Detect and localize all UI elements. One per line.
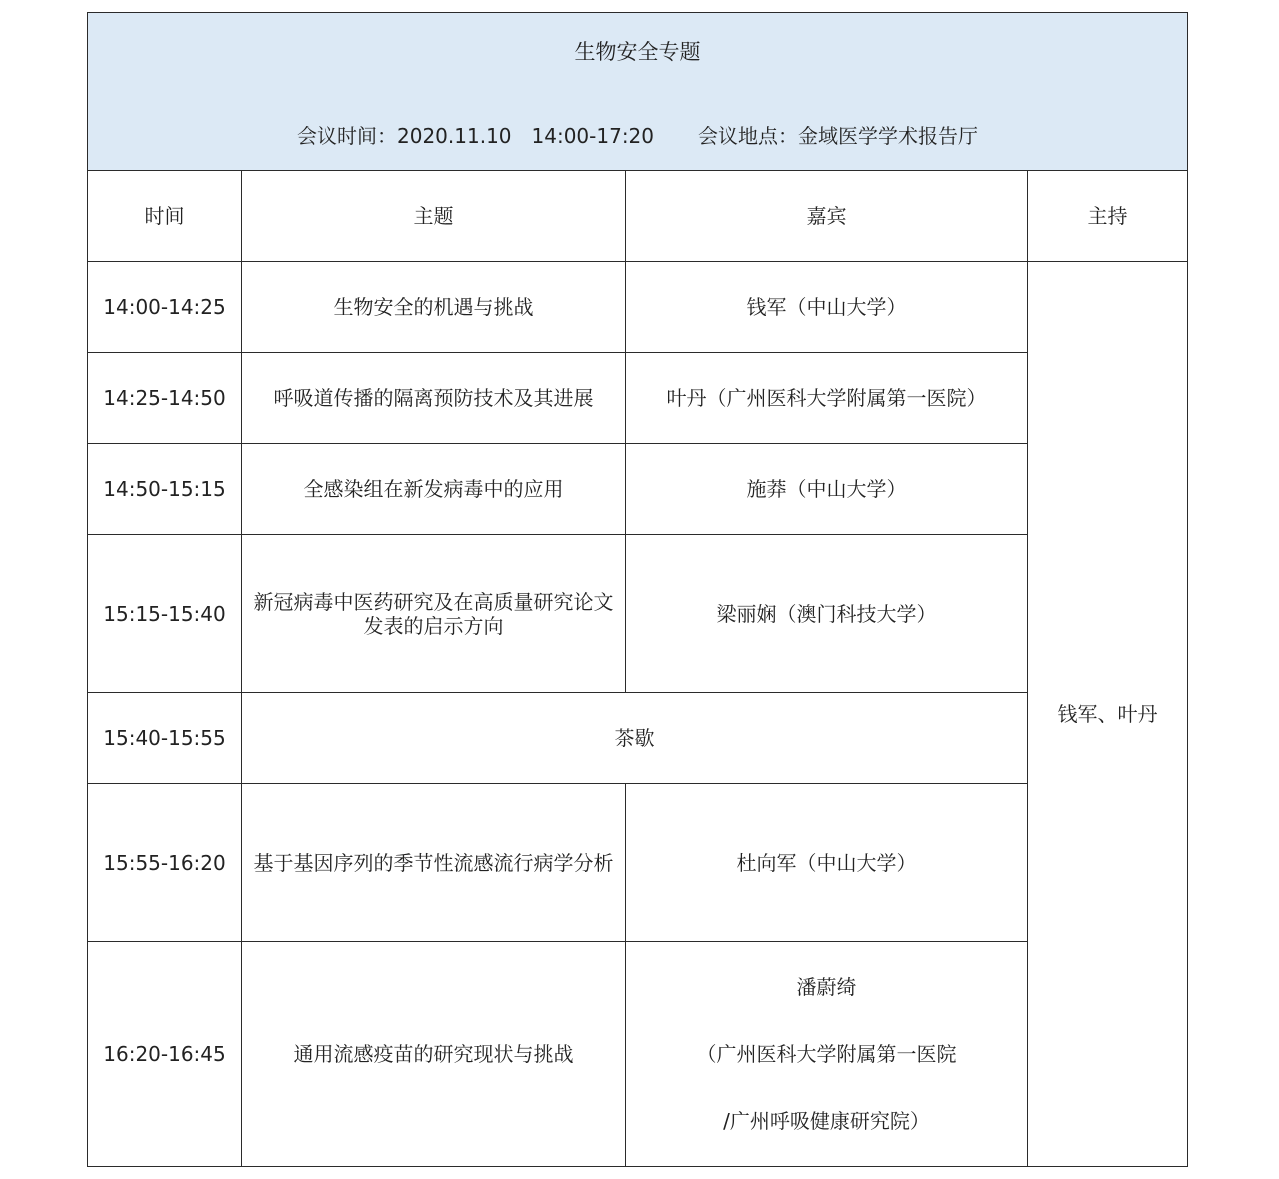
banner-cell	[88, 13, 1188, 171]
schedule-table	[87, 12, 1188, 1167]
tea-break: 茶歇	[242, 693, 1028, 784]
speaker-affiliation: （广州医科大学附属第一医院	[696, 1041, 957, 1066]
column-header-topic: 主题	[242, 171, 626, 262]
table-row	[88, 353, 1188, 444]
row-time: 15:55-16:20	[88, 784, 242, 942]
row-time: 14:25-14:50	[88, 353, 242, 444]
session-date: 2020.11.10	[397, 123, 512, 148]
session-title: 生物安全专题	[574, 39, 701, 64]
table-row-break	[88, 693, 1188, 784]
row-speaker: 叶丹（广州医科大学附属第一医院）	[626, 353, 1028, 444]
row-topic: 通用流感疫苗的研究现状与挑战	[242, 942, 626, 1167]
location-label: 会议地点：	[698, 123, 799, 148]
session-meta	[297, 124, 978, 148]
speaker-name: 潘蔚绮	[796, 974, 857, 999]
session-banner	[88, 13, 1188, 171]
session-time-range: 14:00-17:20	[531, 123, 655, 148]
table-row	[88, 784, 1188, 942]
column-header-speaker: 嘉宾	[626, 171, 1028, 262]
row-topic: 新冠病毒中医药研究及在高质量研究论文发表的启示方向	[242, 535, 626, 693]
row-topic: 基于基因序列的季节性流感流行病学分析	[242, 784, 626, 942]
table-row	[88, 444, 1188, 535]
row-speaker: 施莽（中山大学）	[626, 444, 1028, 535]
row-speaker: 杜向军（中山大学）	[626, 784, 1028, 942]
table-row	[88, 535, 1188, 693]
row-time: 14:00-14:25	[88, 262, 242, 353]
row-topic: 全感染组在新发病毒中的应用	[242, 444, 626, 535]
row-time: 14:50-15:15	[88, 444, 242, 535]
row-speaker: 梁丽娴（澳门科技大学）	[626, 535, 1028, 693]
row-time: 16:20-16:45	[88, 942, 242, 1167]
table-row	[88, 942, 1188, 1167]
table-row	[88, 262, 1188, 353]
time-label: 会议时间：	[297, 123, 397, 148]
row-topic: 呼吸道传播的隔离预防技术及其进展	[242, 353, 626, 444]
column-header-host: 主持	[1028, 171, 1188, 262]
row-time: 15:15-15:40	[88, 535, 242, 693]
row-time: 15:40-15:55	[88, 693, 242, 784]
session-location: 金域医学学术报告厅	[798, 123, 979, 148]
row-speaker: 钱军（中山大学）	[626, 262, 1028, 353]
column-header-row	[88, 171, 1188, 262]
row-topic: 生物安全的机遇与挑战	[242, 262, 626, 353]
speaker-affiliation: /广州呼吸健康研究院）	[723, 1108, 930, 1133]
column-header-time: 时间	[88, 171, 242, 262]
row-speaker	[626, 942, 1028, 1167]
host-cell: 钱军、叶丹	[1028, 262, 1188, 1167]
